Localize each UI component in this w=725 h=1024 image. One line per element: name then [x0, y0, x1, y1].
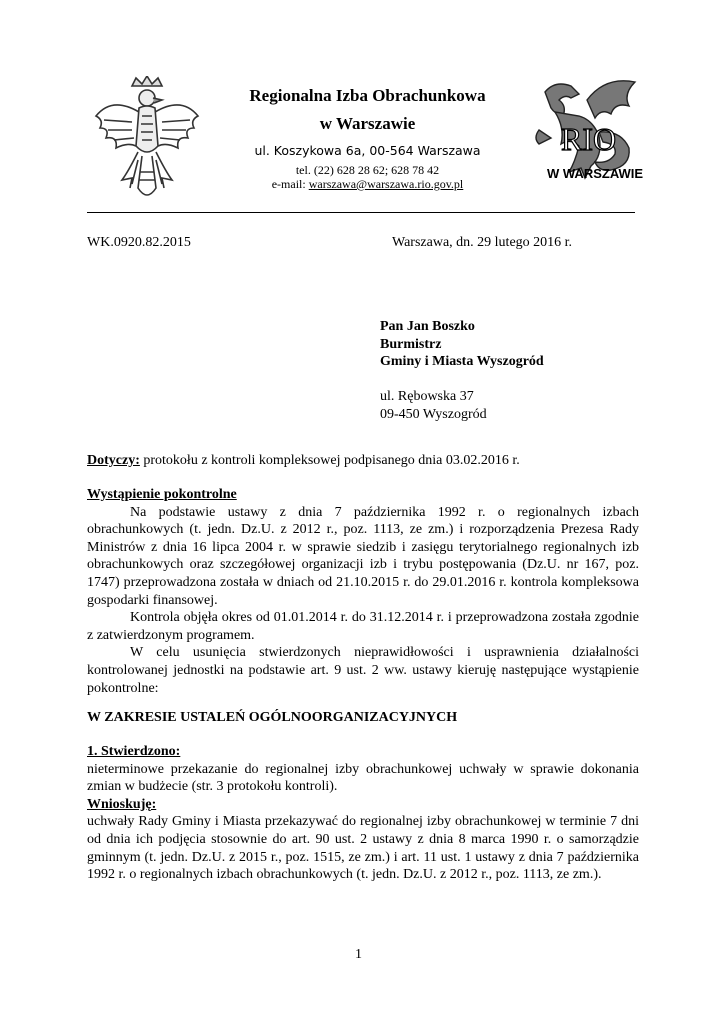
document-date: Warszawa, dn. 29 lutego 2016 r. [392, 235, 573, 250]
header-divider [87, 212, 635, 213]
recommendation-label: Wnioskuję: [87, 796, 157, 812]
letter-body [87, 486, 639, 697]
recipient-city: 09-450 Wyszogród [380, 406, 487, 422]
body-paragraph: Kontrola objęła okres od 01.01.2014 r. do 31.12.2014 r. i przeprowadzona została zgodnie z zatwierdzonym programem. [87, 610, 639, 643]
body-paragraph: W celu usunięcia stwierdzonych nieprawidłowości i usprawnienia działalności kontrolowanej jednostki na podstawie art. 9 ust. 2 ww. ustawy kieruję następujące wystąpienie pokontrolne: [87, 645, 639, 696]
rio-dragon-logo-icon [525, 72, 645, 187]
finding-block [87, 743, 639, 884]
institution-city: w Warszawie [319, 114, 416, 133]
subject-line [87, 452, 520, 470]
institution-name: Regionalna Izba Obrachunkowa [249, 86, 486, 105]
email-link[interactable]: warszawa@warszawa.rio.gov.pl [308, 177, 464, 191]
recipient-street: ul. Rębowska 37 [380, 389, 474, 405]
subject-text: protokołu z kontroli kompleksowej podpisanego dnia 03.02.2016 r. [139, 453, 520, 468]
email-label: e-mail: [271, 177, 309, 191]
document-signature: WK.0920.82.2015 [87, 235, 191, 250]
eagle-emblem-icon [92, 76, 202, 206]
institution-phone: tel. (22) 628 28 62; 628 78 42 [295, 163, 440, 177]
institution-email [200, 177, 535, 192]
institution-address: ul. Koszykowa 6a, 00-564 Warszawa [254, 143, 481, 158]
recipient-name: Pan Jan Boszko [380, 319, 475, 334]
body-paragraph: Na podstawie ustawy z dnia 7 października 1992 r. o regionalnych izbach obrachunkowych (t. jedn. Dz.U. z 2012 r., poz. 1113, ze zm.) i rozporządzenia Prezesa Rady Ministrów z dnia 16 lipca 2004 r. w sprawie siedzib i zasięgu terytorialnego regionalnych izb obrachunkowych oraz szczegółowej organizacji izb i trybu postępowania (Dz.U. nr 167, poz. 1747) przeprowadzona została w dniach od 21.10.2015 r. do 29.01.2016 r. kontrola kompleksowa gospodarki finansowej. [87, 504, 639, 608]
svg-text:W WARSZAWIE: W WARSZAWIE [547, 166, 644, 181]
body-heading: Wystąpienie pokontrolne [87, 487, 237, 502]
recipient-position: Burmistrz [380, 336, 442, 352]
svg-text:RIO: RIO [561, 121, 617, 157]
section-title: W ZAKRESIE USTALEŃ OGÓLNOORGANIZACYJNYCH [87, 710, 458, 725]
recipient-block [380, 318, 640, 424]
finding-text: nieterminowe przekazanie do regionalnej izby obrachunkowej uchwały w sprawie dokonania zmian w budżecie (str. 3 protokołu kontroli). [87, 761, 639, 795]
recommendation-text: uchwały Rady Gminy i Miasta przekazywać do regionalnej izby obrachunkowej w terminie 7 dni od dnia ich podjęcia stosownie do art. 90 ust. 2 ustawy z dnia 8 marca 1990 r. o samorządzie gminnym (t. jedn. Dz.U. z 2015 r., poz. 1515, ze zm.) i art. 11 ust. 1 ustawy z dnia 7 października 1992 r. o regionalnych izbach obrachunkowych (t. jedn. Dz.U. z 2012 r., poz. 1113, ze zm.). [87, 814, 639, 883]
recipient-office: Gminy i Miasta Wyszogród [380, 354, 544, 370]
finding-label: 1. Stwierdzono: [87, 744, 181, 759]
page-number: 1 [355, 947, 362, 962]
subject-label: Dotyczy: [87, 453, 140, 468]
